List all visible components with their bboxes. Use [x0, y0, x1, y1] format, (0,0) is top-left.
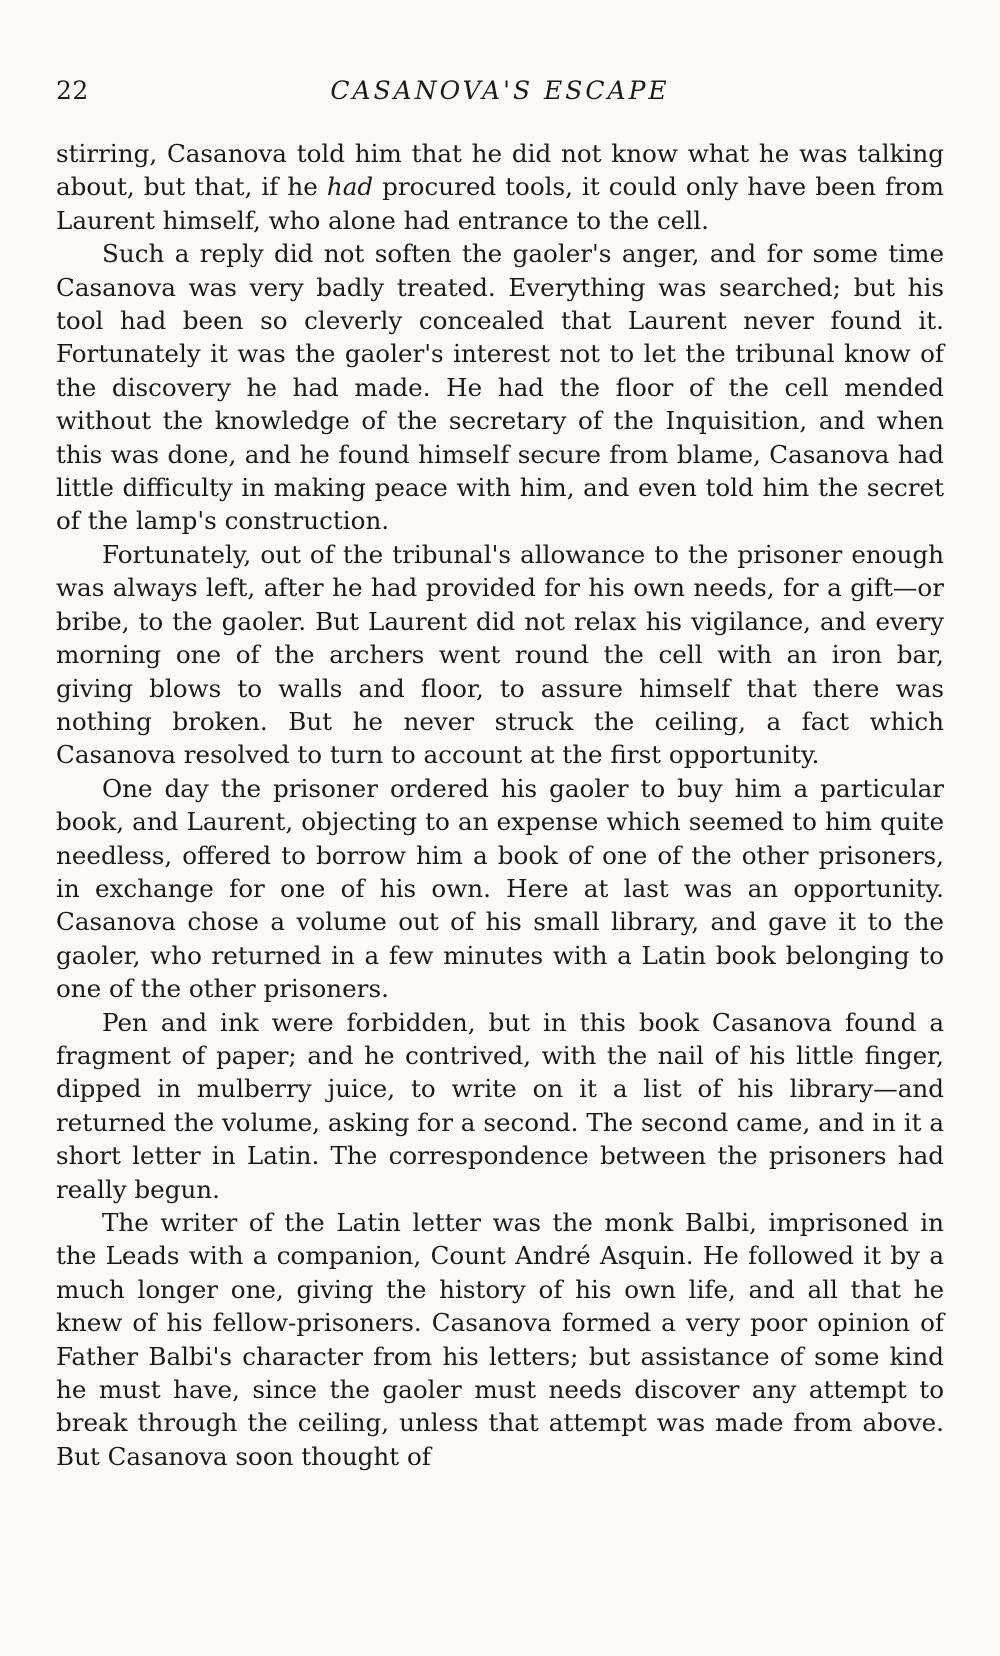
page-header — [56, 76, 944, 116]
emphasis: had — [326, 172, 374, 202]
paragraph: stirring, Casanova told him that he did not know what he was talking about, but that, if he had procured tools, it could only have been from Laurent himself, who alone had entrance to the cell. — [56, 139, 944, 235]
paragraph: One day the prisoner ordered his gaoler to buy him a particular book, and Laurent, objecting to an expense which seemed to him quite needless, offered to borrow him a book of one of the other prisoners, in exchange for one of his own. Here at last was an opportunity. Casanova chose a volume out of his small library, and gave it to the gaoler, who returned in a few minutes with a Latin book belonging to one of the other prisoners. — [56, 773, 944, 1004]
paragraph: Pen and ink were forbidden, but in this book Casanova found a fragment of paper; and he contrived, with the nail of his little finger, dipped in mulberry juice, to write on it a list of his library—and returned the volume, asking for a second. The second came, and in it a short letter in Latin. The correspondence between the prisoners had really begun. — [56, 1007, 944, 1204]
paragraph: The writer of the Latin letter was the monk Balbi, imprisoned in the Leads with a companion, Count André Asquin. He followed it by a much longer one, giving the history of his own life, and all that he knew of his fellow-prisoners. Casanova formed a very poor opinion of Father Balbi's character from his letters; but assistance of some kind he must have, since the gaoler must needs discover any attempt to break through the ceiling, unless that attempt was made from above. But Casanova soon thought of — [56, 1208, 944, 1471]
running-title: CASANOVA'S ESCAPE — [330, 76, 670, 105]
paragraph: Such a reply did not soften the gaoler's anger, and for some time Casanova was very badly treated. Everything was searched; but his tool had been so cleverly concealed that Laurent never found it. Fortunately it was the gaoler's interest not to let the tribunal know of the discovery he had made. He had the floor of the cell mended without the knowledge of the secretary of the Inquisition, and when this was done, and he found himself secure from blame, Casanova had little difficulty in making peace with him, and even told him the secret of the lamp's construction. — [56, 239, 944, 536]
paragraph: Fortunately, out of the tribunal's allowance to the prisoner enough was always left, after he had provided for his own needs, for a gift—or bribe, to the gaoler. But Laurent did not relax his vigilance, and every morning one of the archers went round the cell with an iron bar, giving blows to walls and floor, to assure himself that there was nothing broken. But he never struck the ceiling, a fact which Casanova resolved to turn to account at the first opportunity. — [56, 539, 944, 770]
body-text — [56, 137, 944, 1473]
page-number: 22 — [56, 76, 89, 105]
